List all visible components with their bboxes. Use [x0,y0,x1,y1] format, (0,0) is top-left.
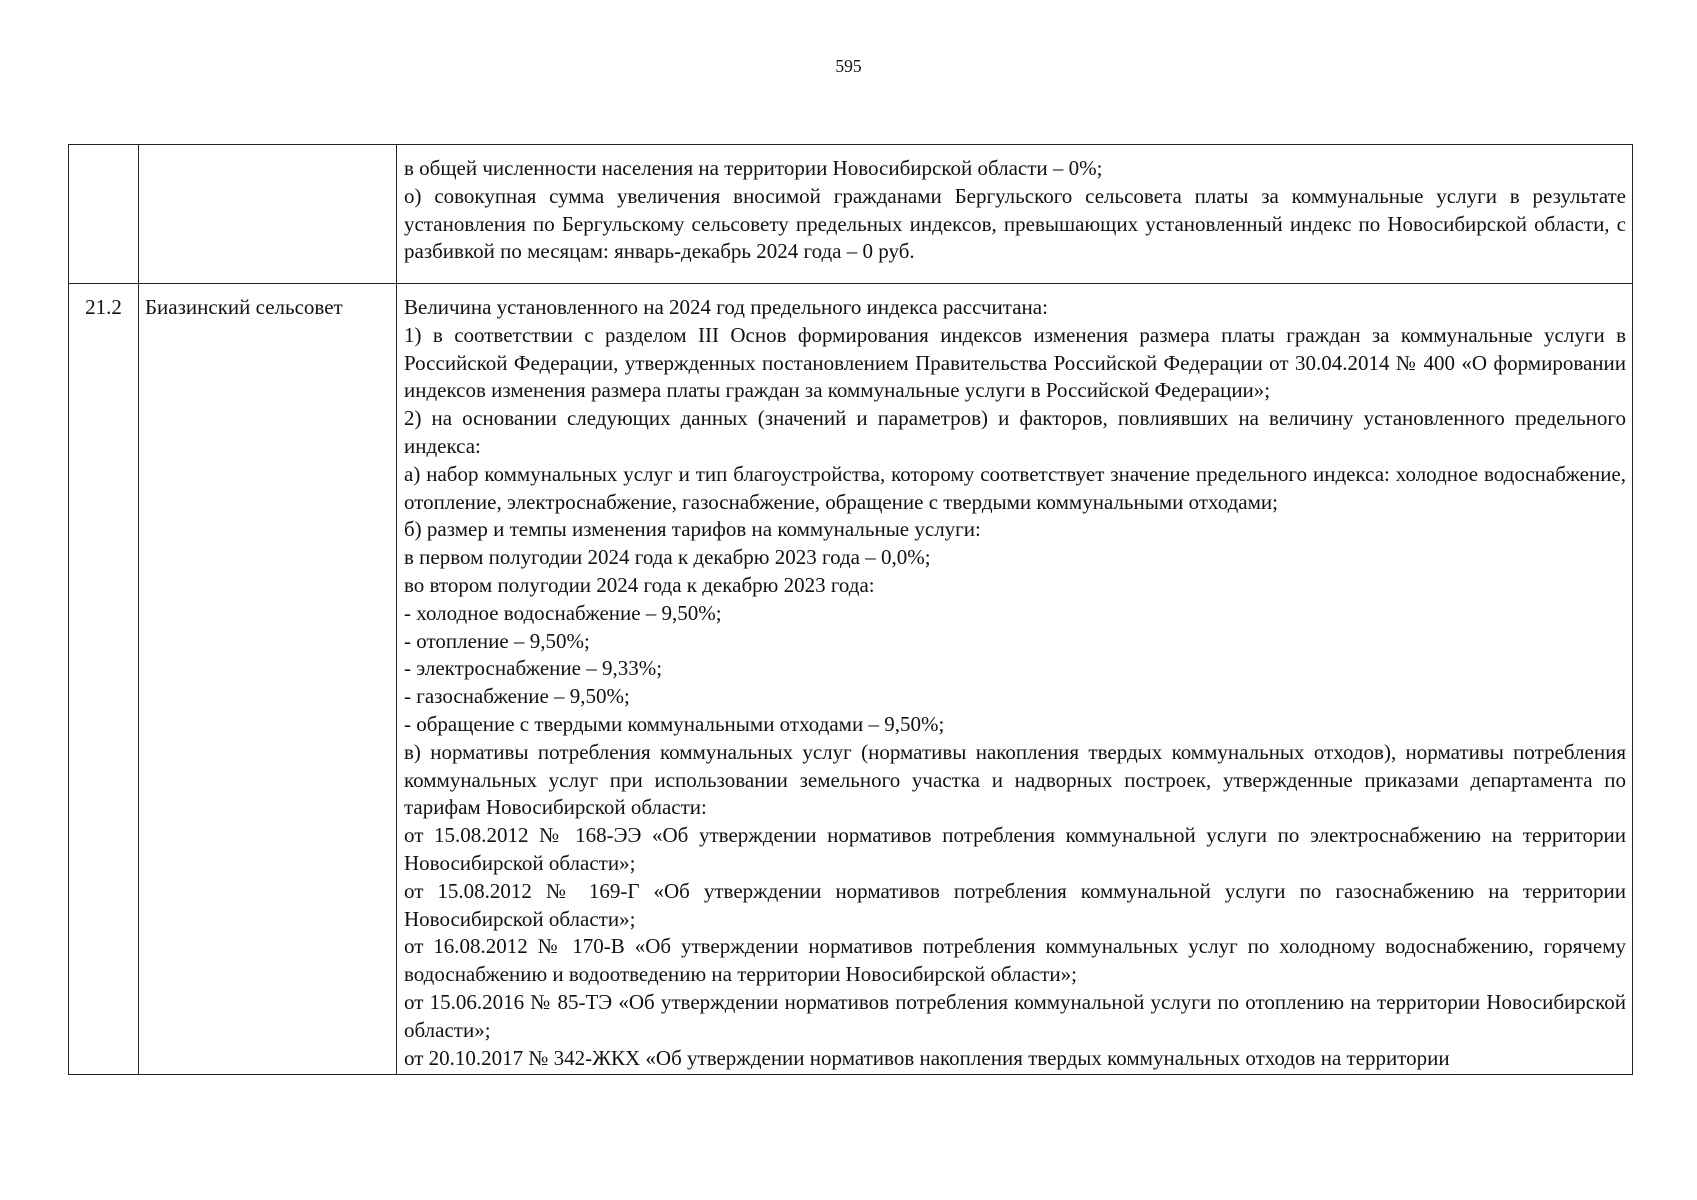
paragraph: в общей численности населения на территории Новосибирской области – 0%; [404,156,1103,180]
paragraph: - обращение с твердыми коммунальными отходами – 9,50%; [404,711,945,736]
description-cell [397,284,1633,1075]
paragraph: от 16.08.2012 № 170-В «Об утверждении нормативов потребления коммунальных услуг по холодному водоснабжению, горячему водоснабжению и водоотведению на территории Новосибирской области»; [404,934,1626,987]
municipality-name-cell: Биазинский сельсовет [139,284,397,1075]
description-cell [397,145,1633,284]
municipality-name-cell [139,145,397,284]
document-table [68,144,1633,1075]
paragraph: от 20.10.2017 № 342-ЖКХ «Об утверждении нормативов накопления твердых коммунальных отходов на территории [404,1045,1450,1070]
paragraph: во втором полугодии 2024 года к декабрю 2023 года: [404,572,875,597]
paragraph: от 15.08.2012 № 169-Г «Об утверждении нормативов потребления коммунальной услуги по газоснабжению на территории Новосибирской области»; [404,878,1626,931]
page-number: 595 [835,56,862,76]
paragraph: - газоснабжение – 9,50%; [404,684,630,709]
paragraph: - холодное водоснабжение – 9,50%; [404,600,722,625]
paragraph: б) размер и темпы изменения тарифов на коммунальные услуги: [404,517,981,542]
paragraph: от 15.06.2016 № 85-ТЭ «Об утверждении нормативов потребления коммунальной услуги по отоплению на территории Новосибирской области»; [404,989,1626,1042]
paragraph: - отопление – 9,50%; [404,628,590,653]
paragraph: в первом полугодии 2024 года к декабрю 2023 года – 0,0%; [404,545,931,570]
paragraph: Величина установленного на 2024 год предельного индекса рассчитана: [404,295,1048,319]
paragraph: о) совокупная сумма увеличения вносимой гражданами Бергульского сельсовета платы за коммунальные услуги в результате установления по Бергульскому сельсовету предельных индексов, превышающих установленный индекс по Новосибирской области, с разбивкой по месяцам: январь-декабрь 2024 года – 0 руб. [404,183,1626,264]
paragraph: а) набор коммунальных услуг и тип благоустройства, которому соответствует значение предельного индекса: холодное водоснабжение, отопление, электроснабжение, газоснабжение, обращение с твердыми коммунальными отходами; [404,461,1626,514]
row-number-cell: 21.2 [69,284,139,1075]
paragraph: в) нормативы потребления коммунальных услуг (нормативы накопления твердых коммунальных отходов), нормативы потребления коммунальных услуг при использовании земельного участка и надворных построек, утвержденные приказами департамента по тарифам Новосибирской области: [404,739,1626,820]
row-number-cell [69,145,139,284]
table-row [69,145,1633,284]
paragraph: от 15.08.2012 № 168-ЭЭ «Об утверждении нормативов потребления коммунальной услуги по электроснабжению на территории Новосибирской области»; [404,823,1626,875]
table-row [69,284,1633,1075]
paragraph: - электроснабжение – 9,33%; [404,656,663,681]
paragraph: 1) в соответствии с разделом III Основ формирования индексов изменения размера платы граждан за коммунальные услуги в Российской Федерации, утвержденных постановлением Правительства Российской Федерации от 30.04.2014 № 400 «О формировании индексов изменения размера платы граждан за коммунальные услуги в Российской Федерации»; [404,322,1626,403]
paragraph: 2) на основании следующих данных (значений и параметров) и факторов, повлиявших на величину установленного предельного индекса: [404,406,1626,458]
